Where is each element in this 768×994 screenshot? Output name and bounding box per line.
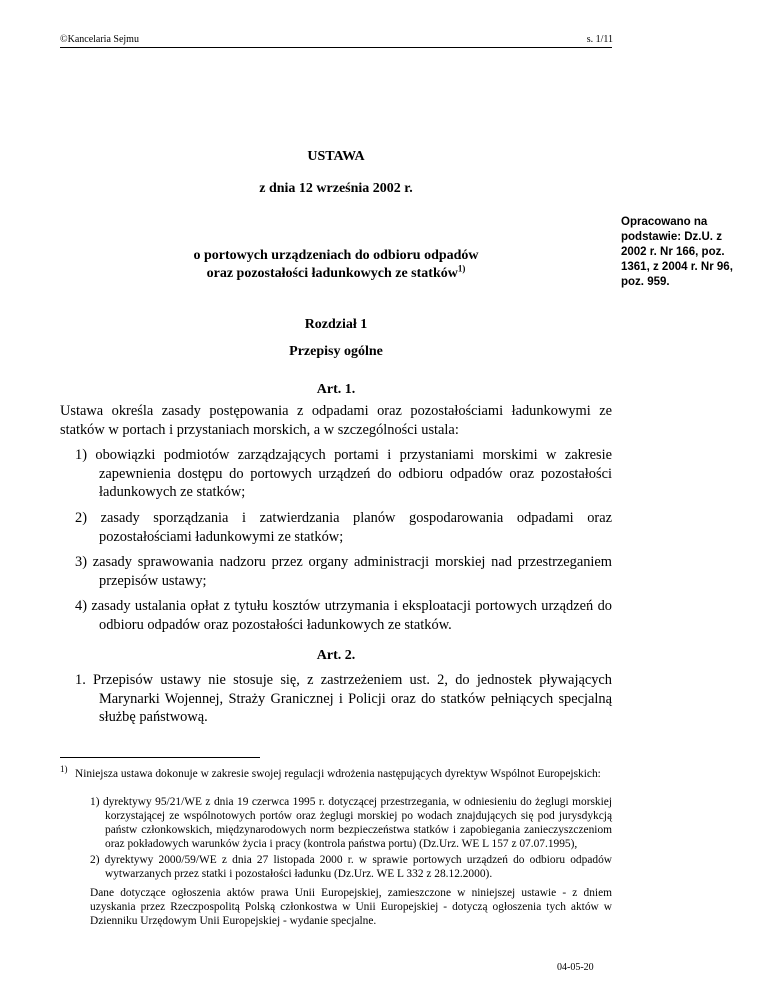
chapter-number: Rozdział 1 bbox=[304, 317, 368, 332]
act-date: z dnia 12 września 2002 r. bbox=[259, 181, 413, 196]
page-number: s. 1/11 bbox=[586, 34, 613, 45]
act-subject-line-2 bbox=[60, 265, 612, 283]
footnote-item: 2) dyrektywy 2000/59/WE z dnia 27 listopada 2000 r. w sprawie portowych urządzeń do odbioru odpadów wytwarzanych przez statki i pozostałości ładunku (Dz.Urz. WE L 332 z 28.12.2000). bbox=[90, 854, 612, 880]
art1-item: 3) zasady sprawowania nadzoru przez organy administracji morskiej nad przestrzeganiem przepisów ustawy; bbox=[75, 554, 612, 589]
header-left-text: ©Kancelaria Sejmu bbox=[60, 34, 139, 45]
art1-item: 4) zasady ustalania opłat z tytułu kosztów utrzymania i eksploatacji portowych urządzeń do odbioru odpadów oraz pozostałości ładunkowych ze statków. bbox=[75, 598, 612, 633]
art1-item: 2) zasady sporządzania i zatwierdzania planów gospodarowania odpadami oraz pozostałościami ładunkowymi ze statków; bbox=[75, 510, 612, 545]
chapter-title: Przepisy ogólne bbox=[289, 344, 383, 359]
footnote-marker: 1) bbox=[60, 764, 68, 774]
art2-heading: Art. 2. bbox=[316, 648, 356, 663]
source-note: Opracowano na podstawie: Dz.U. z 2002 r. Nr 166, poz. 1361, z 2004 r. Nr 96, poz. 959. bbox=[621, 216, 733, 288]
footnote-item: 1) dyrektywy 95/21/WE z dnia 19 czerwca 1995 r. dotyczącej przestrzegania, w odniesieniu do żeglugi morskiej korzystającej ze wspólnotowych portów oraz żeglugi morskiej po wodach znajdujących się pod jurysdykcją państw członkowskich, międzynarodowych norm bezpieczeństwa statków i zapobiegania zanieczyszczeniom oraz pokładowych warunków życia i pracy (kontrola państwa portu) (Dz.Urz. WE L 157 z 07.07.1995), bbox=[90, 796, 612, 850]
act-subject-line-1: o portowych urządzeniach do odbioru odpadów bbox=[193, 248, 479, 263]
art1-intro: Ustawa określa zasady postępowania z odpadami oraz pozostałościami ładunkowymi ze statków w portach i przystaniach morskich, a w szczególności ustala: bbox=[60, 403, 612, 438]
art2-item: 1. Przepisów ustawy nie stosuje się, z zastrzeżeniem ust. 2, do jednostek pływających Marynarki Wojennej, Straży Granicznej i Policji oraz do statków pełniących specjalną służbę państwową. bbox=[75, 672, 612, 725]
art1-item: 1) obowiązki podmiotów zarządzających portami i przystaniami morskimi w zakresie zapewnienia dostępu do portowych urządzeń do odbioru odpadów oraz pozostałości ładunkowych ze statków; bbox=[75, 447, 612, 500]
header-divider bbox=[60, 47, 612, 48]
footnote-reference[interactable]: 1) bbox=[457, 263, 466, 274]
footnote-tail: Dane dotyczące ogłoszenia aktów prawa Unii Europejskiej, zamieszczone w niniejszej ustawie - z dniem uzyskania przez Rzeczpospolitą Polską członkostwa w Unii Europejskiej - dotyczą ogłoszenia tych aktów w Dzienniku Urzędowym Unii Europejskiej - wydanie specjalne. bbox=[90, 887, 612, 927]
act-subject-line-2-text: oraz pozostałości ładunkowych ze statków bbox=[206, 266, 458, 281]
footnote-main: Niniejsza ustawa dokonuje w zakresie swojej regulacji wdrożenia następujących dyrektyw Wspólnot Europejskich: bbox=[75, 768, 601, 780]
footnote-divider bbox=[60, 757, 260, 758]
art1-heading: Art. 1. bbox=[316, 382, 356, 397]
act-type: USTAWA bbox=[307, 149, 365, 164]
document-date-code: 04-05-20 bbox=[557, 962, 594, 973]
